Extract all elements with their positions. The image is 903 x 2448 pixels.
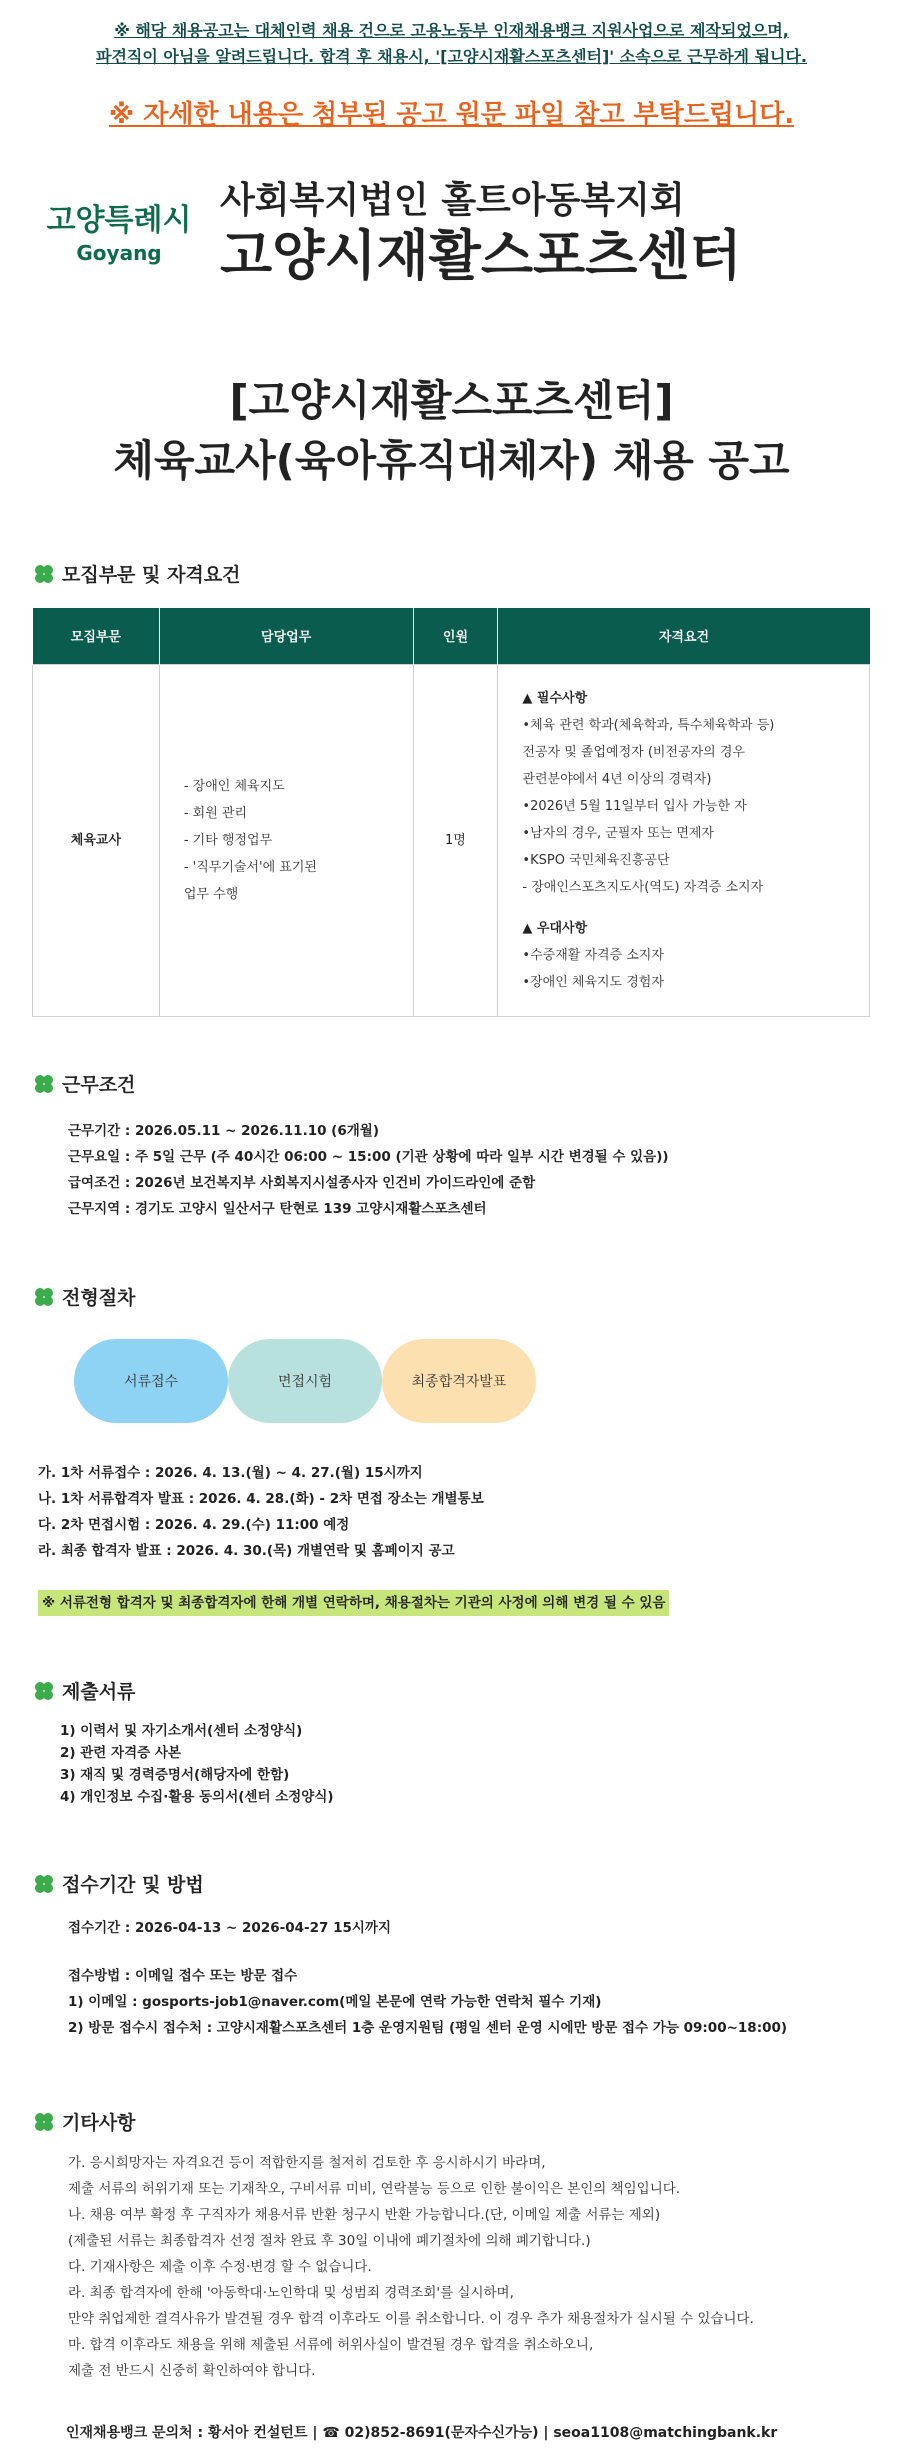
section-label: 제출서류: [62, 1681, 136, 1703]
table-row: [33, 664, 870, 1016]
organization: [220, 179, 742, 289]
title-line-1: [고양시재활스포츠센터]: [229, 376, 674, 425]
section-title-documents: [32, 1677, 135, 1704]
list-item: [68, 1144, 669, 1170]
list-item: 가. 응시희망자는 자격요건 등이 적합한지를 철저히 검토한 후 응시하시기 바라며,: [68, 2155, 546, 2171]
condition-value: 2026.05.11 ~ 2026.11.10 (6개월): [130, 1123, 379, 1139]
preferred-item: •수중재활 자격증 소지자: [522, 947, 664, 963]
condition-label: 근무기간 :: [68, 1123, 131, 1139]
list-item: 다. 2차 면접시험 : 2026. 4. 29.(수) 11:00 예정: [38, 1517, 350, 1533]
section-title-conditions: [32, 1070, 135, 1097]
duty-item: - 회원 관리: [183, 805, 248, 821]
list-item: 제출 전 반드시 신중히 확인하여야 합니다.: [68, 2363, 316, 2379]
section-label: 모집부문 및 자격요건: [62, 564, 241, 586]
apply-list: [68, 1915, 787, 2041]
header-count: 인원: [413, 608, 498, 664]
section-title-process: [32, 1283, 135, 1310]
duty-cell: [159, 664, 413, 1016]
count-cell: 1명: [413, 664, 498, 1016]
step-label: 면접시험: [277, 1374, 333, 1390]
schedule-list: [38, 1460, 484, 1564]
required-item: 관련분야에서 4년 이상의 경력자): [522, 771, 712, 787]
list-item: [68, 1196, 669, 1222]
step-label: 서류접수: [123, 1374, 179, 1390]
list-item: [68, 1118, 669, 1144]
list-item: 라. 최종 합격자에 한해 '아동학대·노인학대 및 성범죄 경력조회'를 실시하며,: [68, 2285, 514, 2301]
required-item: •KSPO 국민체육진흥공단: [522, 852, 670, 868]
list-item: 나. 채용 여부 확정 후 구직자가 채용서류 반환 청구시 반환 가능합니다.(단, 이메일 제출 서류는 제외): [68, 2207, 661, 2223]
duty-item: - 장애인 체육지도: [183, 778, 285, 794]
attachment-notice: ※ 자세한 내용은 첨부된 공고 원문 파일 참고 부탁드립니다.: [108, 100, 795, 130]
logo-english: Goyang: [76, 241, 162, 265]
section-title-etc: [32, 2108, 135, 2135]
title-line-2: 체육교사(육아휴직대체자) 채용 공고: [113, 436, 790, 485]
required-item: •2026년 5월 11일부터 입사 가능한 자: [522, 798, 747, 814]
list-item: 4) 개인정보 수집·활용 동의서(센터 소정양식): [60, 1789, 334, 1805]
clover-icon: [32, 1679, 56, 1703]
clover-icon: [32, 1285, 56, 1309]
conditions-list: [68, 1118, 669, 1222]
condition-label: 급여조건 :: [68, 1175, 131, 1191]
list-item: 가. 1차 서류접수 : 2026. 4. 13.(월) ~ 4. 27.(월) 15시까지: [38, 1465, 423, 1481]
section-label: 전형절차: [62, 1287, 136, 1309]
header-field: 모집부문: [33, 608, 160, 664]
etc-list: [68, 2150, 754, 2384]
condition-label: 근무지역 :: [68, 1201, 131, 1217]
highlight-notice: ※ 서류전형 합격자 및 최종합격자에 한해 개별 연락하며, 채용절차는 기관의 사정에 의해 변경 될 수 있음: [38, 1590, 669, 1616]
list-item: 마. 합격 이후라도 채용을 위해 제출된 서류에 허위사실이 발견될 경우 합격을 취소하오니,: [68, 2337, 594, 2353]
page-title: [0, 371, 903, 491]
clover-icon: [32, 562, 56, 586]
goyang-logo: [44, 202, 194, 266]
organization-parent: 사회복지법인 홀트아동복지회: [220, 180, 685, 221]
condition-value: 주 5일 근무 (주 40시간 06:00 ~ 15:00 (기관 상황에 따라 일부 시간 변경될 수 있음)): [130, 1149, 669, 1165]
condition-value: 경기도 고양시 일산서구 탄현로 139 고양시재활스포츠센터: [130, 1201, 487, 1217]
list-item: 제출 서류의 허위기재 또는 기재착오, 구비서류 미비, 연락불능 등으로 인한 불이익은 본인의 책임입니다.: [68, 2181, 681, 2197]
required-item: •남자의 경우, 군필자 또는 면제자: [522, 825, 714, 841]
clover-icon: [32, 1872, 56, 1896]
notice-line-1: ※ 해당 채용공고는 대체인력 채용 건으로 고용노동부 인재채용뱅크 지원사업으로 제작되었으며,: [114, 21, 789, 40]
table-header-row: [33, 608, 870, 664]
required-item: - 장애인스포츠지도사(역도) 자격증 소지자: [522, 879, 764, 895]
condition-label: 근무요일 :: [68, 1149, 131, 1165]
header-qualification: 자격요건: [498, 608, 870, 664]
section-label: 근무조건: [62, 1074, 136, 1096]
list-item: 3) 재직 및 경력증명서(해당자에 한함): [60, 1767, 290, 1783]
header-duty: 담당업무: [159, 608, 413, 664]
qualification-cell: [498, 664, 870, 1016]
preferred-item: •장애인 체육지도 경험자: [522, 974, 664, 990]
required-title: ▲ 필수사항: [522, 690, 588, 706]
requirements-table: [32, 608, 870, 1017]
apply-method: 접수방법 : 이메일 접수 또는 방문 접수: [68, 1968, 298, 1984]
list-item: 2) 관련 자격증 사본: [60, 1745, 181, 1761]
duty-item: 업무 수행: [183, 886, 239, 902]
section-label: 접수기간 및 방법: [62, 1874, 204, 1896]
required-item: •체육 관련 학과(체육학과, 특수체육학과 등): [522, 717, 775, 733]
documents-list: [60, 1720, 334, 1808]
logo-korean: 고양특례시: [46, 203, 192, 238]
required-item: 전공자 및 졸업예정자 (비전공자의 경우: [522, 744, 745, 760]
preferred-title: ▲ 우대사항: [522, 920, 588, 936]
section-title-apply: [32, 1870, 204, 1897]
condition-value: 2026년 보건복지부 사회복지시설종사자 인건비 가이드라인에 준함: [130, 1175, 536, 1191]
field-cell: 체육교사: [33, 664, 160, 1016]
clover-icon: [32, 1072, 56, 1096]
duty-item: - 기타 행정업무: [183, 832, 273, 848]
list-item: 1) 이력서 및 자기소개서(센터 소정양식): [60, 1723, 303, 1739]
list-item: (제출된 서류는 최종합격자 선정 절차 완료 후 30일 이내에 폐기절차에 의해 폐기합니다.): [68, 2233, 591, 2249]
list-item: 다. 기재사항은 제출 이후 수정·변경 할 수 없습니다.: [68, 2259, 372, 2275]
list-item: 라. 최종 합격자 발표 : 2026. 4. 30.(목) 개별연락 및 홈페이지 공고: [38, 1543, 455, 1559]
notice: [0, 0, 903, 70]
list-item: 나. 1차 서류합격자 발표 : 2026. 4. 28.(화) - 2차 면접 장소는 개별통보: [38, 1491, 484, 1507]
step-document: [74, 1339, 228, 1423]
brand-header: [0, 179, 903, 289]
section-label: 기타사항: [62, 2112, 136, 2134]
organization-name: 고양시재활스포츠센터: [220, 224, 742, 287]
clover-icon: [32, 2110, 56, 2134]
notice-line-2: 파견직이 아님을 알려드립니다. 합격 후 채용시, '[고양시재활스포츠센터]' 소속으로 근무하게 됩니다.: [95, 47, 808, 66]
step-final: [382, 1339, 536, 1423]
list-item: [68, 1170, 669, 1196]
apply-visit: 2) 방문 접수시 접수처 : 고양시재활스포츠센터 1층 운영지원팀 (평일 센터 운영 시에만 방문 접수 가능 09:00~18:00): [68, 2020, 788, 2036]
section-title-recruit: [32, 560, 240, 587]
apply-period: 접수기간 : 2026-04-13 ~ 2026-04-27 15시까지: [68, 1920, 391, 1936]
duty-item: - '직무기술서'에 표기된: [183, 859, 317, 875]
step-label: 최종합격자발표: [411, 1374, 507, 1390]
list-item: 만약 취업제한 결격사유가 발견될 경우 합격 이후라도 이를 취소합니다. 이 경우 추가 채용절차가 실시될 수 있습니다.: [68, 2311, 754, 2327]
contact-footer: 인재채용뱅크 문의처 : 황서아 컨설턴트 | ☎ 02)852-8691(문자수신가능) | seoa1108@matchingbank.kr: [66, 2425, 778, 2441]
step-interview: [228, 1339, 382, 1423]
apply-email: 1) 이메일 : gosports-job1@naver.com(메일 본문에 연락 가능한 연락처 필수 기재): [68, 1994, 602, 2010]
